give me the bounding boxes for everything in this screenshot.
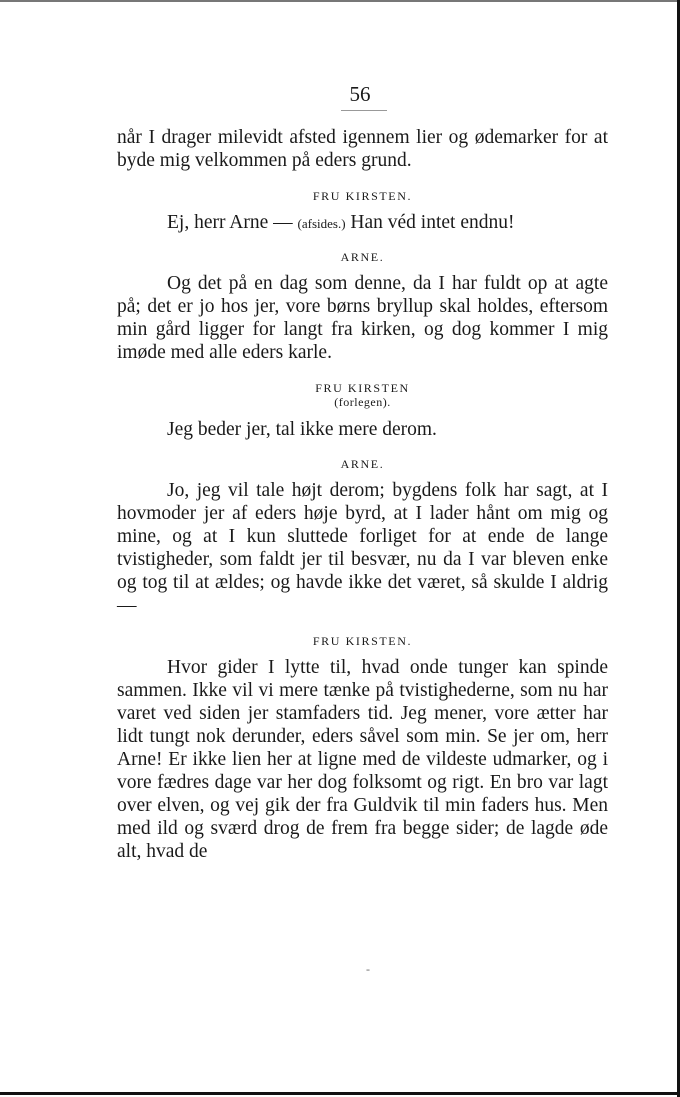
dialogue-text: Han véd intet endnu! [350, 212, 515, 233]
dialogue-paragraph: Hvor gider I lytte til, hvad onde tunger kan spinde sammen. Ikke vil vi mere tænke på tvistighederne, som nu har varet ved siden jer stamfaders tid. Jeg mener, vore ætter har lidt tungt nok derunder, eders såvel som min. Se jer om, herr Arne! Er ikke lien her at ligne med de vildeste udmarker, og i vore fædres dage var her dog folksomt og rigt. En bro var lagt over elven, og vej gik der fra Guldvik til min faders hus. Men med ild og sværd drog de frem fra begge sider; de lagde øde alt, hvad de [117, 657, 608, 862]
page-end-mark: - [366, 962, 370, 976]
page-number: 56 [349, 82, 371, 106]
stage-direction: (forlegen). [334, 395, 391, 409]
speaker-name: FRU KIRSTEN [315, 381, 410, 395]
dialogue-line [117, 211, 608, 235]
speaker-name: FRU KIRSTEN. [312, 634, 413, 648]
speaker-name: FRU KIRSTEN. [312, 189, 413, 203]
dialogue-paragraph: Og det på en dag som denne, da I har fuldt op at agte på; det er jo hos jer, vore børns bryllup skal holdes, eftersom min gård ligger for langt fra kirken, og dog kommer I mig imøde med alle eders karle. [117, 273, 608, 363]
page-bottom-edge [0, 1092, 680, 1095]
stage-direction: (afsides.) [297, 216, 346, 231]
speaker-name: ARNE. [340, 250, 385, 264]
page-top-edge [0, 0, 680, 2]
play-text [117, 126, 608, 863]
dialogue-text: Ej, herr Arne — [167, 212, 293, 233]
speaker-name: ARNE. [340, 457, 385, 471]
dialogue-paragraph: Jeg beder jer, tal ikke mere derom. [167, 419, 437, 440]
dialogue-paragraph: Jo, jeg vil tale højt derom; bygdens folk har sagt, at I hovmoder jer af eders høje byrd, at I lader hånt om mig og mine, og at I kun sluttede forliget for at ende de lange tvistigheder, som faldt jer til besvær, nu da I var bleven enke og tog til at ældes; og havde ikke det været, så skulde I aldrig — [117, 480, 608, 616]
page-number-rule [341, 110, 387, 111]
dialogue-paragraph: når I drager milevidt afsted igennem lier og ødemarker for at byde mig velkommen på eders grund. [117, 127, 608, 171]
